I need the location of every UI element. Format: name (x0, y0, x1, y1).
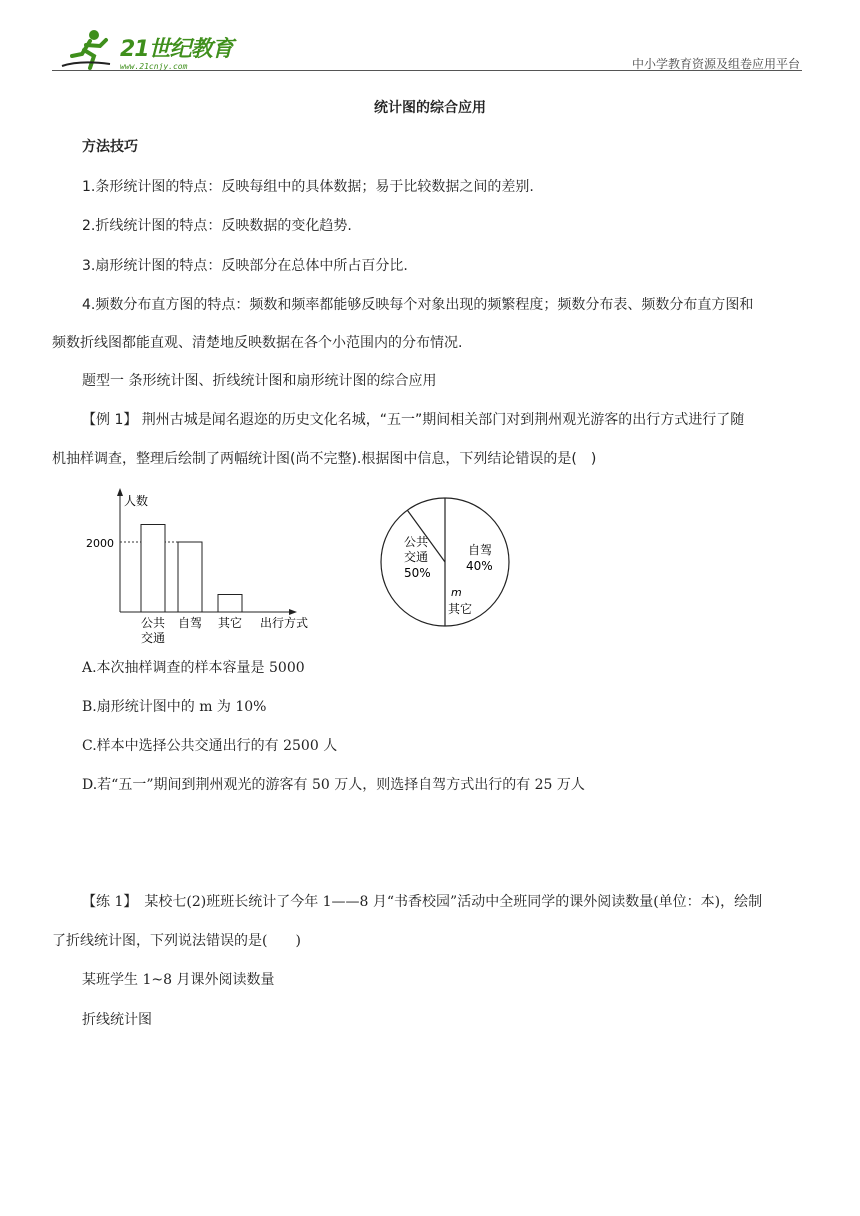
point-4-line-1: 4.频数分布直方图的特点：频数和频率都能够反映每个对象出现的频繁程度；频数分布表、频数分布直方图和 (82, 297, 754, 313)
x-axis-arrow-icon (289, 609, 297, 615)
practice1-line-1: 【练 1】 某校七(2)班班长统计了今年 1——8 月“书香校园”活动中全班同学的课外阅读数量(单位：本)，绘制 (82, 894, 763, 910)
pie-label-self-1: 自驾 (468, 543, 493, 557)
example1-line-1: 【例 1】 荆州古城是闻名遐迩的历史文化名城，“五一”期间相关部门对到荆州观光游客的出行方式进行了随 (82, 412, 745, 428)
page-header (52, 22, 802, 74)
pie-chart (370, 492, 520, 632)
category-label-public-1: 公共 (141, 616, 166, 630)
logo-url: www.21cnjy.com (120, 62, 188, 71)
y-axis-arrow-icon (117, 488, 123, 496)
practice1-caption-1: 某班学生 1~8 月课外阅读数量 (82, 972, 275, 988)
pie-label-public-2: 交通 (404, 550, 429, 564)
pie-label-self-2: 40% (466, 559, 493, 573)
option-d: D.若“五一”期间到荆州观光的游客有 50 万人，则选择自驾方式出行的有 25 万人 (82, 777, 585, 793)
pie-label-public-3: 50% (404, 566, 431, 580)
point-3: 3.扇形统计图的特点：反映部分在总体中所占百分比. (82, 258, 408, 274)
point-4-line-2: 频数折线图都能直观、清楚地反映数据在各个小范围内的分布情况. (52, 335, 463, 351)
point-2: 2.折线统计图的特点：反映数据的变化趋势. (82, 218, 352, 234)
method-heading: 方法技巧 (82, 139, 138, 155)
category-label-public-2: 交通 (141, 631, 166, 645)
category-label-self-drive: 自驾 (178, 616, 203, 630)
bar-self-drive (178, 542, 202, 612)
bar-public-transport (141, 525, 165, 613)
type1-heading: 题型一 条形统计图、折线统计图和扇形统计图的综合应用 (82, 373, 437, 389)
option-b: B.扇形统计图中的 m 为 10% (82, 699, 267, 715)
runner-logo-icon (60, 26, 116, 72)
y-axis-label: 人数 (124, 494, 149, 508)
pie-label-other-1: m (451, 586, 462, 599)
pie-label-public-1: 公共 (404, 535, 429, 549)
practice1-line-2: 了折线统计图，下列说法错误的是( ) (52, 933, 301, 949)
page-title: 统计图的综合应用 (374, 100, 486, 116)
logo (60, 26, 260, 72)
bar-chart (80, 485, 330, 650)
pie-label-other-2: 其它 (448, 602, 473, 616)
practice1-caption-2: 折线统计图 (82, 1012, 152, 1028)
example1-line-2: 机抽样调查，整理后绘制了两幅统计图(尚不完整).根据图中信息，下列结论错误的是( ) (52, 451, 597, 467)
category-label-other: 其它 (218, 616, 243, 630)
header-divider (52, 70, 802, 71)
option-c: C.样本中选择公共交通出行的有 2500 人 (82, 738, 338, 754)
point-1: 1.条形统计图的特点：反映每组中的具体数据；易于比较数据之间的差别. (82, 179, 534, 195)
x-axis-label: 出行方式 (260, 616, 309, 630)
logo-title: 21世纪教育 (120, 37, 233, 62)
header-platform-text: 中小学教育资源及组卷应用平台 (631, 57, 800, 71)
bar-other (218, 595, 242, 613)
y-tick-label: 2000 (86, 537, 114, 550)
option-a: A.本次抽样调查的样本容量是 5000 (82, 660, 305, 676)
